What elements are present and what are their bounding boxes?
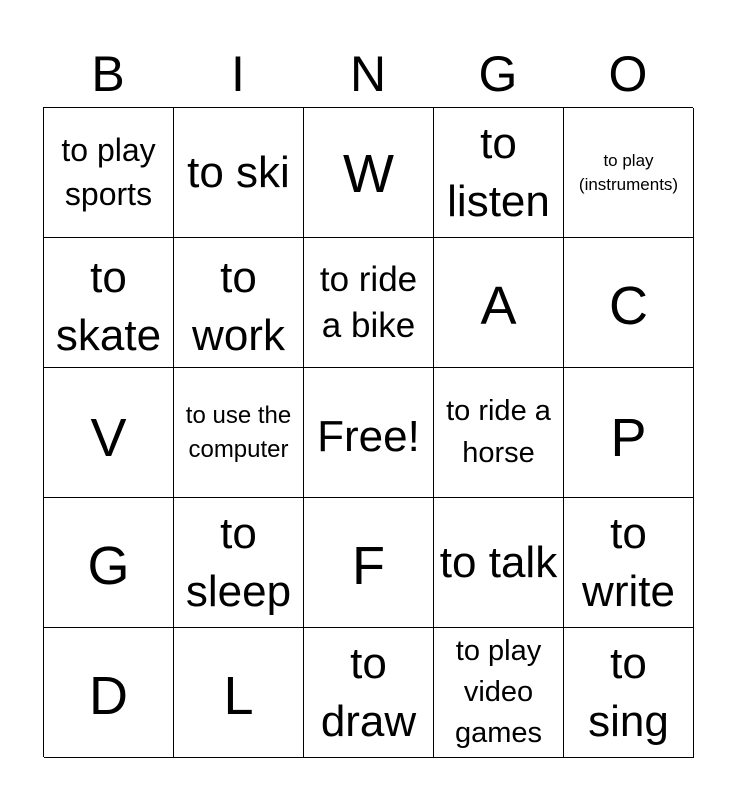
header-letter-o: O [608, 46, 648, 102]
bingo-cell [564, 108, 694, 238]
cell-text: to skate [55, 253, 162, 360]
cell-text: to sleep [185, 509, 292, 616]
cell-text: to write [582, 509, 675, 616]
bingo-cell [434, 498, 564, 628]
cell-text: to play sports [61, 132, 156, 212]
bingo-cell [564, 368, 694, 498]
header-letter-b: B [91, 46, 125, 102]
bingo-cell [434, 108, 564, 238]
bingo-cell [174, 108, 304, 238]
cell-text: to ride a bike [319, 260, 418, 345]
bingo-cell [304, 628, 434, 758]
cell-text: to play video games [454, 634, 543, 750]
cell-text: G [87, 536, 130, 597]
cell-text: Free! [317, 411, 420, 461]
cell-text: F [352, 536, 385, 597]
bingo-cell [174, 238, 304, 368]
bingo-cell [174, 498, 304, 628]
bingo-cell [174, 628, 304, 758]
cell-text: to talk [439, 537, 558, 587]
cell-text: to ski [187, 147, 290, 197]
bingo-cell [44, 628, 174, 758]
bingo-cell [304, 108, 434, 238]
cell-text: P [610, 408, 647, 469]
cell-text: to ride a horse [446, 395, 551, 469]
cell-text: L [223, 666, 254, 727]
cell-text: to sing [588, 639, 669, 746]
cell-text: D [89, 666, 128, 727]
bingo-cell [44, 238, 174, 368]
bingo-cell [564, 628, 694, 758]
bingo-card [43, 107, 693, 757]
cell-text: C [609, 276, 648, 337]
cell-text: to use the computer [185, 402, 292, 463]
bingo-cell [564, 498, 694, 628]
bingo-cell [44, 368, 174, 498]
bingo-cell [44, 498, 174, 628]
bingo-cell [44, 108, 174, 238]
bingo-cell [174, 368, 304, 498]
bingo-cell [434, 238, 564, 368]
header-letter-g: G [478, 46, 518, 102]
bingo-cell [304, 368, 434, 498]
bingo-cell [564, 238, 694, 368]
bingo-cell [434, 628, 564, 758]
cell-text: to listen [447, 119, 550, 226]
cell-text: to work [192, 253, 285, 360]
cell-text: V [90, 408, 127, 469]
cell-text: to play (instruments) [578, 150, 679, 194]
bingo-cell [304, 238, 434, 368]
cell-text: W [343, 144, 394, 205]
bingo-header [43, 40, 693, 108]
cell-text: A [480, 276, 517, 337]
bingo-cell [304, 498, 434, 628]
header-letter-n: N [349, 46, 387, 102]
header-letter-i: I [231, 46, 245, 102]
cell-text: to draw [320, 639, 417, 746]
bingo-cell [434, 368, 564, 498]
